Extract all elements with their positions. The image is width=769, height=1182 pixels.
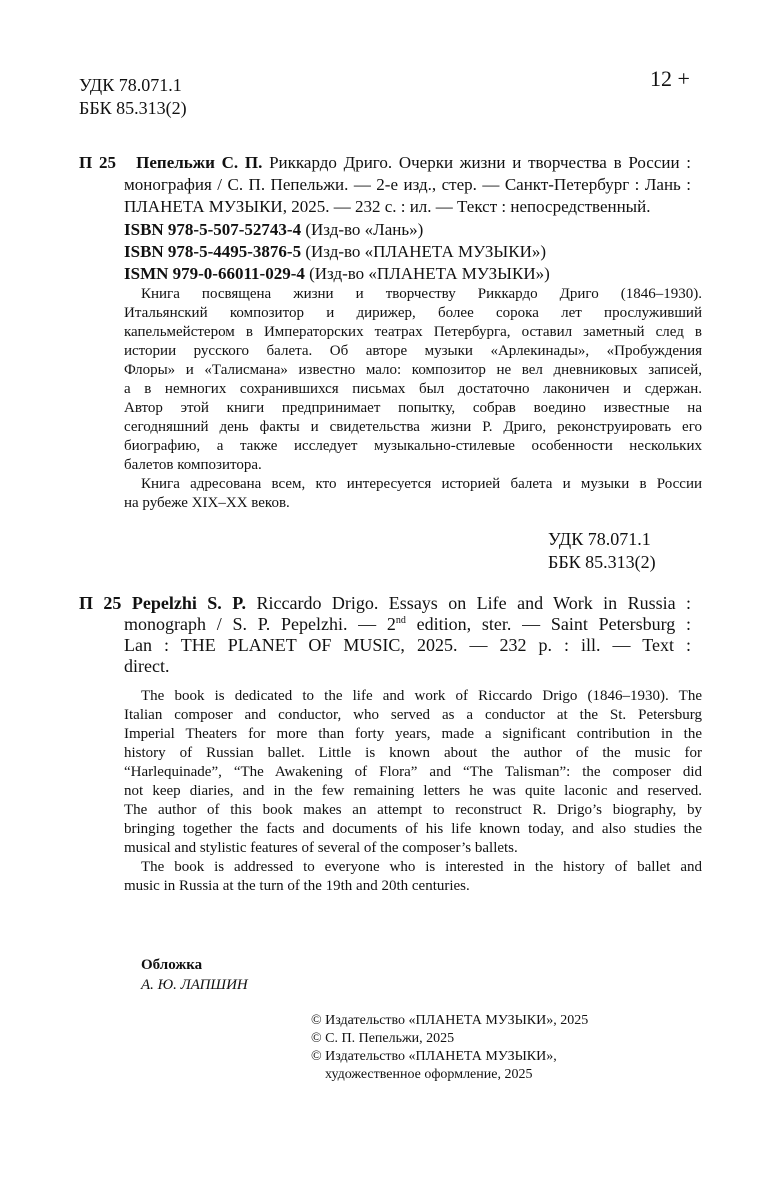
- en-abstract-line: Italian composer and conductor, who served as a conductor at the St. Petersburg: [124, 707, 702, 723]
- en-abstract-line: not keep diaries, and in the few remaining letters he was quite laconic and reserved.: [124, 783, 702, 799]
- ru-abstract-line: биографию, а также исследует музыкально-стилевые особенности нескольких: [124, 438, 702, 454]
- ru-abstract-line: на рубеже XIX–XX веков.: [124, 495, 290, 511]
- copyright-block: [311, 1012, 588, 1084]
- en-abstract-line: The author of this book makes an attempt to reconstruct R. Drigo’s biography, by: [124, 802, 702, 818]
- ru-head-line-2: монография / С. П. Пепельжи. — 2-е изд., стер. — Санкт-Петербург : Лань :: [124, 175, 691, 194]
- ru-title: Риккардо Дриго. Очерки жизни и творчества в России :: [269, 153, 692, 172]
- udk-bbk-middle: [548, 528, 656, 574]
- ru-abstract-line: балетов композитора.: [124, 457, 262, 473]
- en-abstract-line: The book is dedicated to the life and work of Riccardo Drigo (1846–1930). The: [141, 688, 702, 704]
- copyright-line: художественное оформление, 2025: [325, 1067, 533, 1082]
- en-abstract-line: “Harlequinade”, “The Awakening of Flora” and “The Talisman”: the composer did: [124, 764, 702, 780]
- ru-abstract-line: Флоры» и «Талисмана» известно мало: композитор не вел дневниковых записей,: [124, 362, 702, 378]
- en-index-author: П 25 Pepelzhi S. P.: [79, 593, 247, 613]
- copyright-line: © Издательство «ПЛАНЕТА МУЗЫКИ», 2025: [311, 1013, 589, 1028]
- ru-abstract-line: Итальянский композитор и дирижер, более сорока лет прослуживший: [124, 305, 702, 321]
- isbn-lan: ISBN 978-5-507-52743-4 (Изд-во «Лань»): [124, 220, 424, 239]
- copyright-line: © Издательство «ПЛАНЕТА МУЗЫКИ»,: [311, 1049, 557, 1064]
- cover-credit: [141, 955, 248, 995]
- udk-code: УДК 78.071.1: [548, 529, 651, 549]
- ru-abstract-line: истории русского балета. Об авторе музыки «Арлекинады», «Пробуждения: [124, 343, 702, 359]
- ru-abstract-line: сегодняшний день факты и свидетельства жизни Р. Дриго, реконструировать его: [124, 419, 702, 435]
- udk-bbk-top: [79, 74, 187, 120]
- en-title: Riccardo Drigo. Essays on Life and Work in Russia :: [246, 593, 692, 613]
- en-head-line-2: monograph / S. P. Pepelzhi. — 2nd edition, ster. — Saint Petersburg :: [124, 614, 691, 634]
- en-head-line-4: direct.: [124, 656, 170, 676]
- ru-abstract-line: капельмейстером в Императорских театрах Петербурга, оставил заметный след в: [124, 324, 702, 340]
- ru-abstract-line: Книга посвящена жизни и творчеству Риккардо Дриго (1846–1930).: [141, 286, 702, 302]
- en-abstract-line: music in Russia at the turn of the 19th and 20th centuries.: [124, 878, 470, 894]
- en-abstract-line: bringing together the facts and documents of his life known today, and also studies the: [124, 821, 702, 837]
- ru-head-line-1: [79, 153, 691, 173]
- en-abstract-line: Imperial Theaters for more than forty years, made a significant contribution in the: [124, 726, 702, 742]
- ismn-planet: ISMN 979-0-66011-029-4 (Изд-во «ПЛАНЕТА МУЗЫКИ»): [124, 264, 550, 283]
- udk-code: УДК 78.071.1: [79, 75, 182, 95]
- ru-head-line-3: ПЛАНЕТА МУЗЫКИ, 2025. — 232 с. : ил. — Текст : непосредственный.: [124, 197, 651, 216]
- ru-abstract-line: Книга адресована всем, кто интересуется историей балета и музыки в России: [141, 476, 702, 492]
- ru-index: П 25: [79, 153, 116, 172]
- bbk-code: ББК 85.313(2): [548, 552, 656, 572]
- ru-abstract-line: а в немногих сохранившихся письмах был достаточно лаконичен и сдержан.: [124, 381, 702, 397]
- isbn-planet: ISBN 978-5-4495-3876-5 (Изд-во «ПЛАНЕТА МУЗЫКИ»): [124, 242, 547, 261]
- en-head-line-1: [79, 593, 691, 614]
- cover-artist: А. Ю. ЛАПШИН: [141, 977, 248, 993]
- en-head-line-3: Lan : THE PLANET OF MUSIC, 2025. — 232 p. : ill. — Text :: [124, 635, 691, 655]
- bbk-code: ББК 85.313(2): [79, 98, 187, 118]
- age-rating: 12 +: [650, 66, 690, 91]
- ru-abstract-line: Автор этой книги предпринимает попытку, собрав воедино известные на: [124, 400, 702, 416]
- en-abstract-line: The book is addressed to everyone who is interested in the history of ballet and: [141, 859, 702, 875]
- en-abstract-line: history of Russian ballet. Little is known about the author of the music for: [124, 745, 702, 761]
- en-abstract-line: musical and stylistic features of several of the composer’s ballets.: [124, 840, 518, 856]
- copyright-line: © С. П. Пепельжи, 2025: [311, 1031, 455, 1046]
- ru-author: Пепельжи С. П.: [136, 153, 263, 172]
- cover-label: Обложка: [141, 957, 203, 973]
